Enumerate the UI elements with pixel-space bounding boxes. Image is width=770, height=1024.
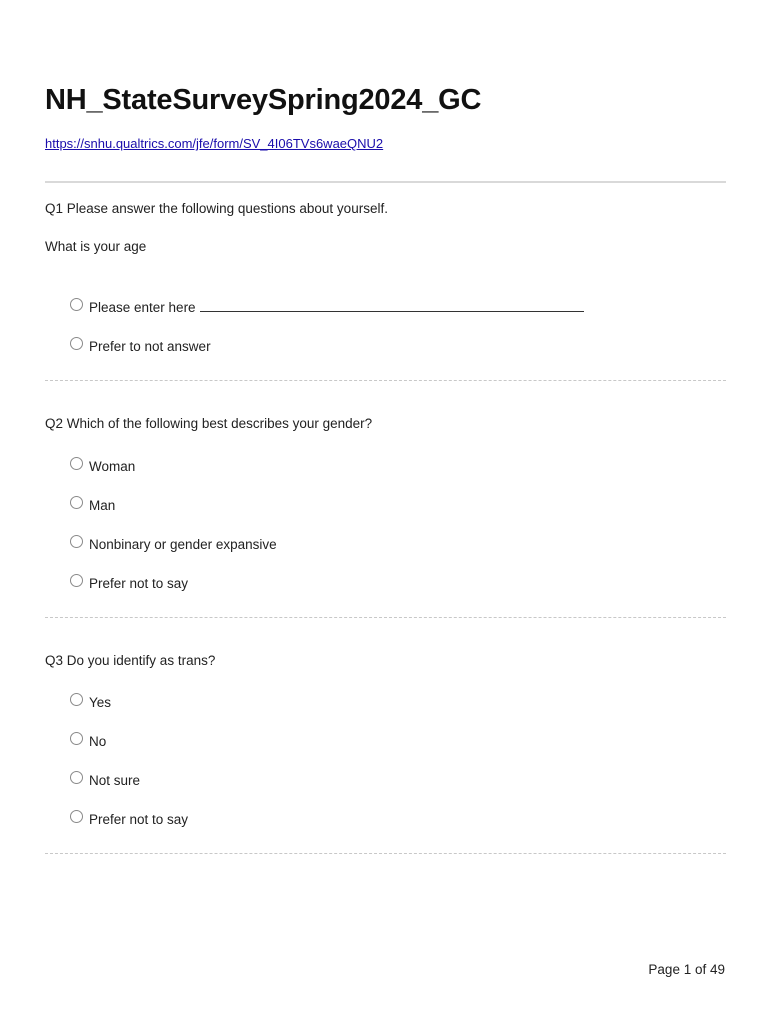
q1-option-prefer-not-answer[interactable]: [70, 337, 211, 355]
question-q3-text: Q3 Do you identify as trans?: [45, 653, 216, 668]
option-label: No: [89, 733, 107, 749]
radio-button[interactable]: [70, 771, 83, 784]
text-entry-blank[interactable]: [200, 299, 584, 312]
radio-button[interactable]: [70, 574, 83, 587]
survey-title: NH_StateSurveySpring2024_GC: [45, 84, 482, 116]
question-divider: [45, 853, 726, 854]
radio-button[interactable]: [70, 496, 83, 509]
q2-option-nonbinary[interactable]: [70, 535, 277, 553]
option-label: Prefer not to say: [89, 575, 189, 591]
q2-option-prefer-not-say[interactable]: [70, 574, 188, 592]
radio-button[interactable]: [70, 732, 83, 745]
radio-button[interactable]: [70, 298, 83, 311]
radio-button[interactable]: [70, 337, 83, 350]
option-label: Woman: [89, 458, 136, 474]
header-divider: [45, 181, 726, 183]
q3-option-no[interactable]: [70, 732, 106, 750]
question-q1-text: Q1 Please answer the following questions about yourself.: [45, 201, 388, 216]
q3-option-prefer-not-say[interactable]: [70, 810, 188, 828]
option-label: Yes: [89, 694, 112, 710]
option-label: Prefer to not answer: [89, 338, 211, 354]
survey-url-link[interactable]: https://snhu.qualtrics.com/jfe/form/SV_4I06TVs6waeQNU2: [45, 136, 384, 151]
q2-option-man[interactable]: [70, 496, 115, 514]
radio-button[interactable]: [70, 535, 83, 548]
q1-option-enter-age[interactable]: [70, 298, 584, 316]
q2-option-woman[interactable]: [70, 457, 135, 475]
page-number: Page 1 of 49: [648, 962, 725, 977]
option-label: Not sure: [89, 772, 141, 788]
radio-button[interactable]: [70, 693, 83, 706]
question-q2-text: Q2 Which of the following best describes your gender?: [45, 416, 373, 431]
radio-button[interactable]: [70, 810, 83, 823]
q3-option-yes[interactable]: [70, 693, 111, 711]
question-q1-subtext: What is your age: [45, 239, 147, 254]
q3-option-not-sure[interactable]: [70, 771, 140, 789]
question-divider: [45, 617, 726, 618]
radio-button[interactable]: [70, 457, 83, 470]
option-label: Man: [89, 497, 116, 513]
question-divider: [45, 380, 726, 381]
option-label: Prefer not to say: [89, 811, 189, 827]
option-label: Nonbinary or gender expansive: [89, 536, 277, 552]
option-label: Please enter here: [89, 299, 196, 315]
